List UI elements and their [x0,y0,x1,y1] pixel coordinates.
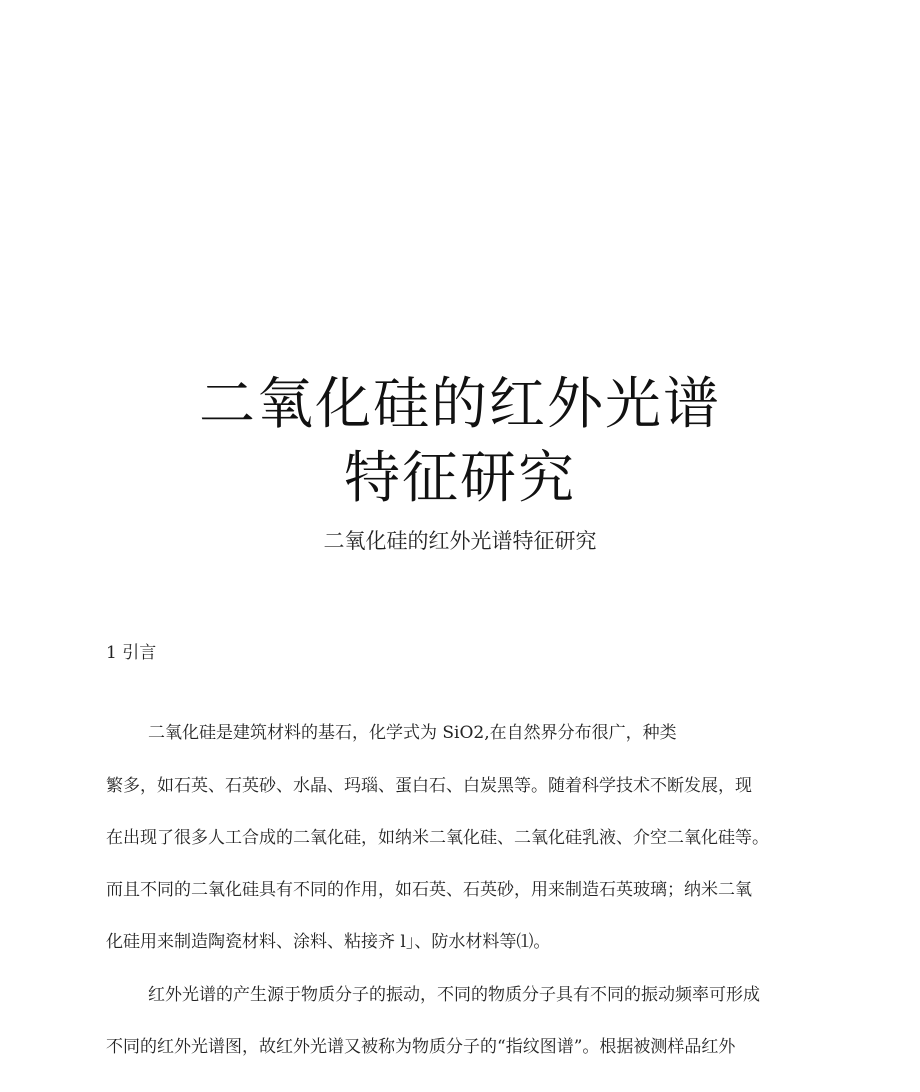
title-line-1: 二氧化硅的红外光谱 [199,372,721,437]
paragraph-line-7: 不同的红外光谱图，故红外光谱又被称为物质分子的“指纹图谱”。根据被测样品红外 [106,1037,736,1057]
paragraph-line-1: 二氧化硅是建筑材料的基石，化学式为 SiO2,在自然界分布很广，种类 [148,723,677,743]
section-heading: 1 引言 [106,643,157,663]
subtitle: 二氧化硅的红外光谱特征研究 [323,529,597,553]
main-title [0,368,920,516]
title-line-2: 特征研究 [344,446,576,511]
paragraph-line-4: 而且不同的二氧化硅具有不同的作用，如石英、石英砂，用来制造石英玻璃；纳米二氧 [106,880,752,900]
paragraph-line-2: 繁多，如石英、石英砂、水晶、玛瑙、蛋白石、白炭黑等。随着科学技术不断发展，现 [106,776,752,796]
paragraph-line-6: 红外光谱的产生源于物质分子的振动，不同的物质分子具有不同的振动频率可形成 [148,985,760,1005]
paragraph-line-3: 在出现了很多人工合成的二氧化硅，如纳米二氧化硅、二氧化硅乳液、介空二氧化硅等。 [106,828,769,848]
paragraph-line-5: 化硅用来制造陶瓷材料、涂料、粘接齐 l」、防水材料等⑴。 [106,932,551,952]
